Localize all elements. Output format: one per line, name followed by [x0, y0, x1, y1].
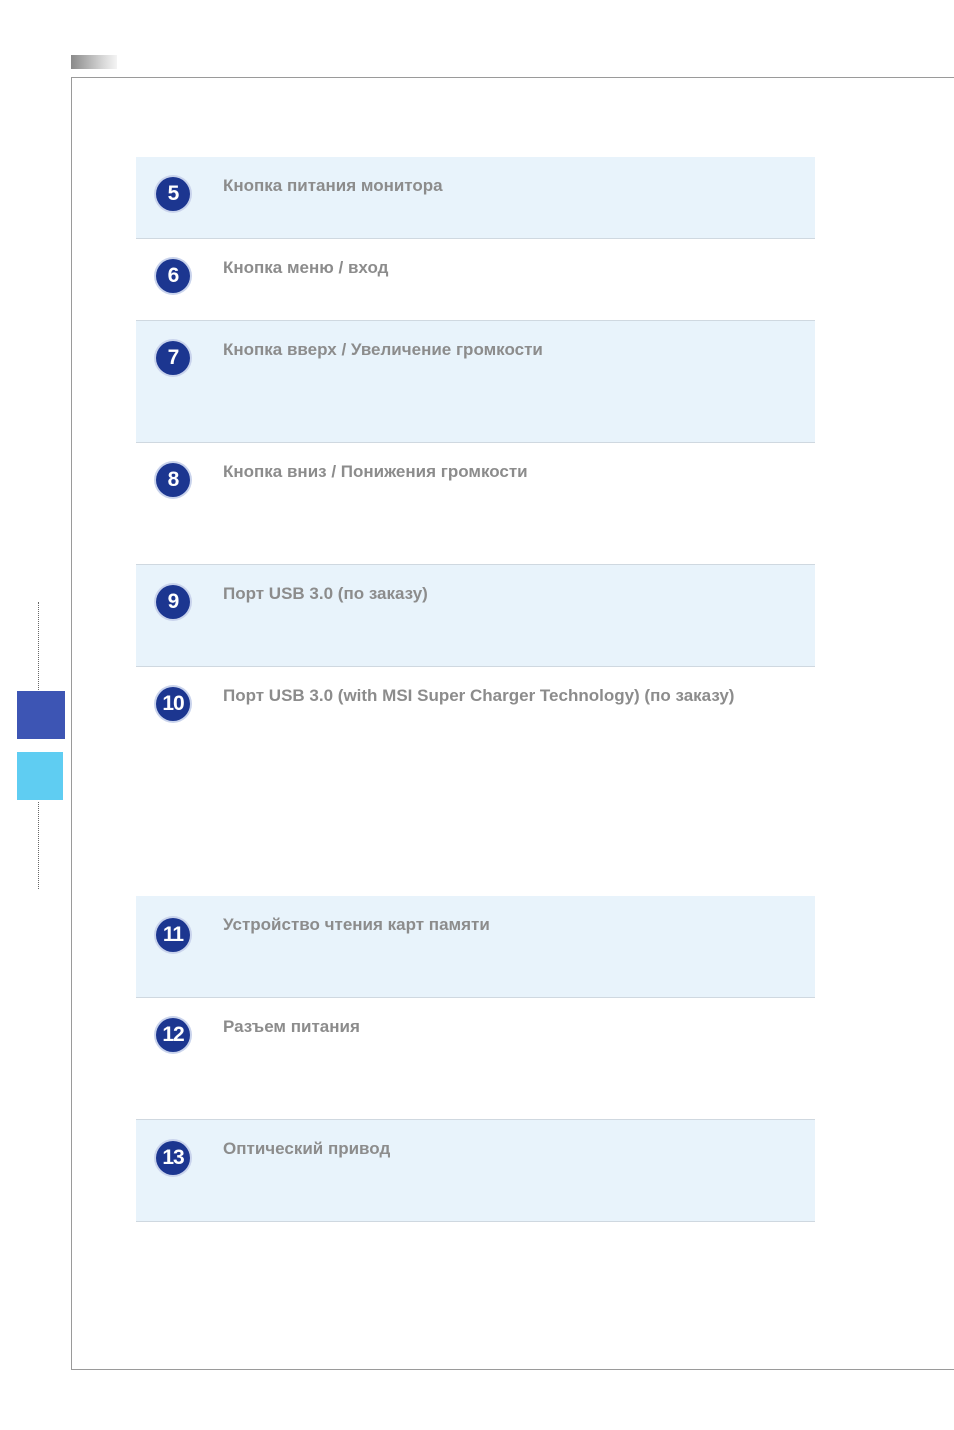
- item-label: Порт USB 3.0 (по заказу): [223, 584, 428, 603]
- item-label: Кнопка вверх / Увеличение громкости: [223, 340, 543, 359]
- item-label: Кнопка меню / вход: [223, 258, 389, 277]
- item-label: Оптический привод: [223, 1139, 391, 1158]
- number-badge: 11: [156, 918, 190, 952]
- list-item-8: [136, 443, 815, 565]
- side-chapter-tab-light: [17, 752, 63, 800]
- list-item-5: [136, 157, 815, 239]
- list-item-12: [136, 998, 815, 1120]
- item-label: Разъем питания: [223, 1017, 360, 1036]
- side-dotted-rule-bottom: [38, 802, 39, 889]
- number-badge: 10: [156, 687, 190, 721]
- number-badge: 7: [156, 341, 190, 375]
- number-badge: 9: [156, 585, 190, 619]
- page-frame-bottom: [71, 1369, 954, 1370]
- number-badge: 5: [156, 177, 190, 211]
- item-label: Порт USB 3.0 (with MSI Super Charger Technology) (по заказу): [223, 686, 735, 705]
- item-label: Устройство чтения карт памяти: [223, 915, 490, 934]
- side-chapter-tab-dark: [17, 691, 65, 739]
- list-item-11: [136, 896, 815, 998]
- list-item-10: [136, 667, 815, 896]
- item-label: Кнопка питания монитора: [223, 176, 443, 195]
- list-item-6: [136, 239, 815, 321]
- page-frame-left: [71, 77, 72, 1370]
- page-frame-top: [71, 77, 954, 78]
- item-label: Кнопка вниз / Понижения громкости: [223, 462, 528, 481]
- list-item-7: [136, 321, 815, 443]
- number-badge: 13: [156, 1141, 190, 1175]
- list-item-9: [136, 565, 815, 667]
- number-badge: 12: [156, 1018, 190, 1052]
- number-badge: 8: [156, 463, 190, 497]
- number-badge: 6: [156, 259, 190, 293]
- side-dotted-rule-top: [38, 602, 39, 690]
- list-item-13: [136, 1120, 815, 1222]
- corner-tab-decoration: [71, 55, 117, 69]
